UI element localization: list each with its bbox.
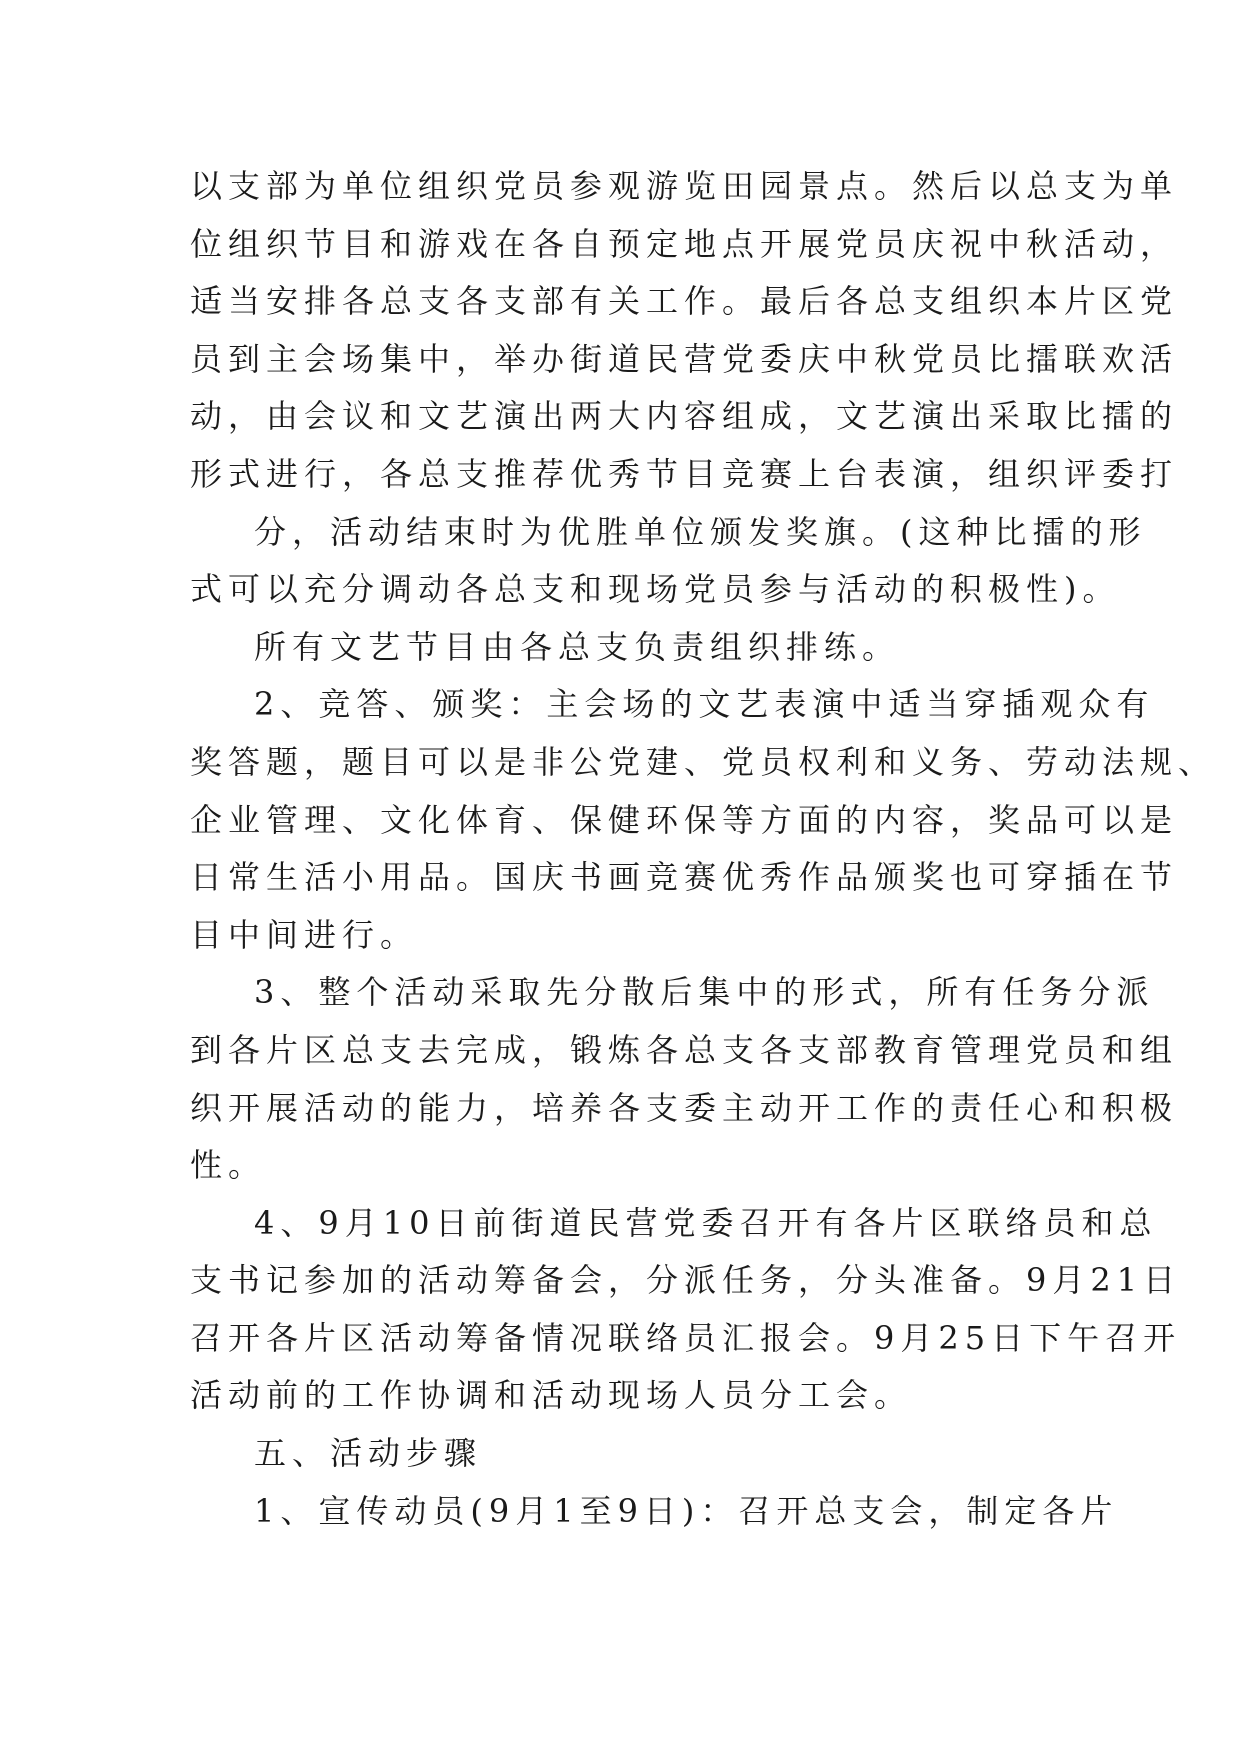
text-line: 适当安排各总支各支部有关工作。最后各总支组织本片区党 bbox=[190, 282, 1179, 321]
text-line: 企业管理、文化体育、保健环保等方面的内容，奖品可以是 bbox=[190, 800, 1179, 839]
text-line: 以支部为单位组织党员参观游览田园景点。然后以总支为单 bbox=[190, 167, 1179, 205]
text-line: 到各片区总支去完成，锻炼各总支各支部教育管理党员和组 bbox=[190, 1030, 1179, 1069]
text-line: 所有文艺节目由各总支负责组织排练。 bbox=[254, 627, 901, 666]
text-line: 性。 bbox=[190, 1146, 267, 1185]
text-line: 位组织节目和游戏在各自预定地点开展党员庆祝中秋活动， bbox=[190, 224, 1179, 263]
text-line: 召开各片区活动筹备情况联络员汇报会。9月25日下午召开 bbox=[190, 1318, 1182, 1357]
text-line: 织开展活动的能力，培养各支委主动开工作的责任心和积极 bbox=[190, 1088, 1179, 1127]
text-line: 式可以充分调动各总支和现场党员参与活动的积极性)。 bbox=[190, 570, 1121, 609]
text-line: 目中间进行。 bbox=[190, 915, 419, 954]
text-line: 形式进行，各总支推荐优秀节目竞赛上台表演，组织评委打 bbox=[190, 454, 1179, 493]
document-body bbox=[190, 158, 1217, 1540]
text-line: 动，由会议和文艺演出两大内容组成，文艺演出采取比擂的 bbox=[190, 397, 1179, 436]
text-line: 员到主会场集中，举办街道民营党委庆中秋党员比擂联欢活 bbox=[190, 339, 1179, 378]
text-line: 活动前的工作协调和活动现场人员分工会。 bbox=[190, 1376, 913, 1415]
text-line: 1、宣传动员(9月1至9日)：召开总支会，制定各片 bbox=[254, 1491, 1119, 1530]
text-line: 3、整个活动采取先分散后集中的形式，所有任务分派 bbox=[254, 973, 1155, 1012]
text-line: 奖答题，题目可以是非公党建、党员权利和义务、劳动法规、 bbox=[190, 742, 1217, 781]
text-line: 日常生活小用品。国庆书画竞赛优秀作品颁奖也可穿插在节 bbox=[190, 858, 1179, 897]
text-line: 支书记参加的活动筹备会，分派任务，分头准备。9月21日 bbox=[190, 1261, 1182, 1300]
text-line: 4、9月10日前街道民营党委召开有各片区联络员和总 bbox=[254, 1203, 1158, 1242]
section-heading: 五、活动步骤 bbox=[254, 1434, 483, 1473]
text-line: 2、竞答、颁奖：主会场的文艺表演中适当穿插观众有 bbox=[254, 685, 1155, 724]
text-line: 分，活动结束时为优胜单位颁发奖旗。(这种比擂的形 bbox=[254, 512, 1147, 551]
